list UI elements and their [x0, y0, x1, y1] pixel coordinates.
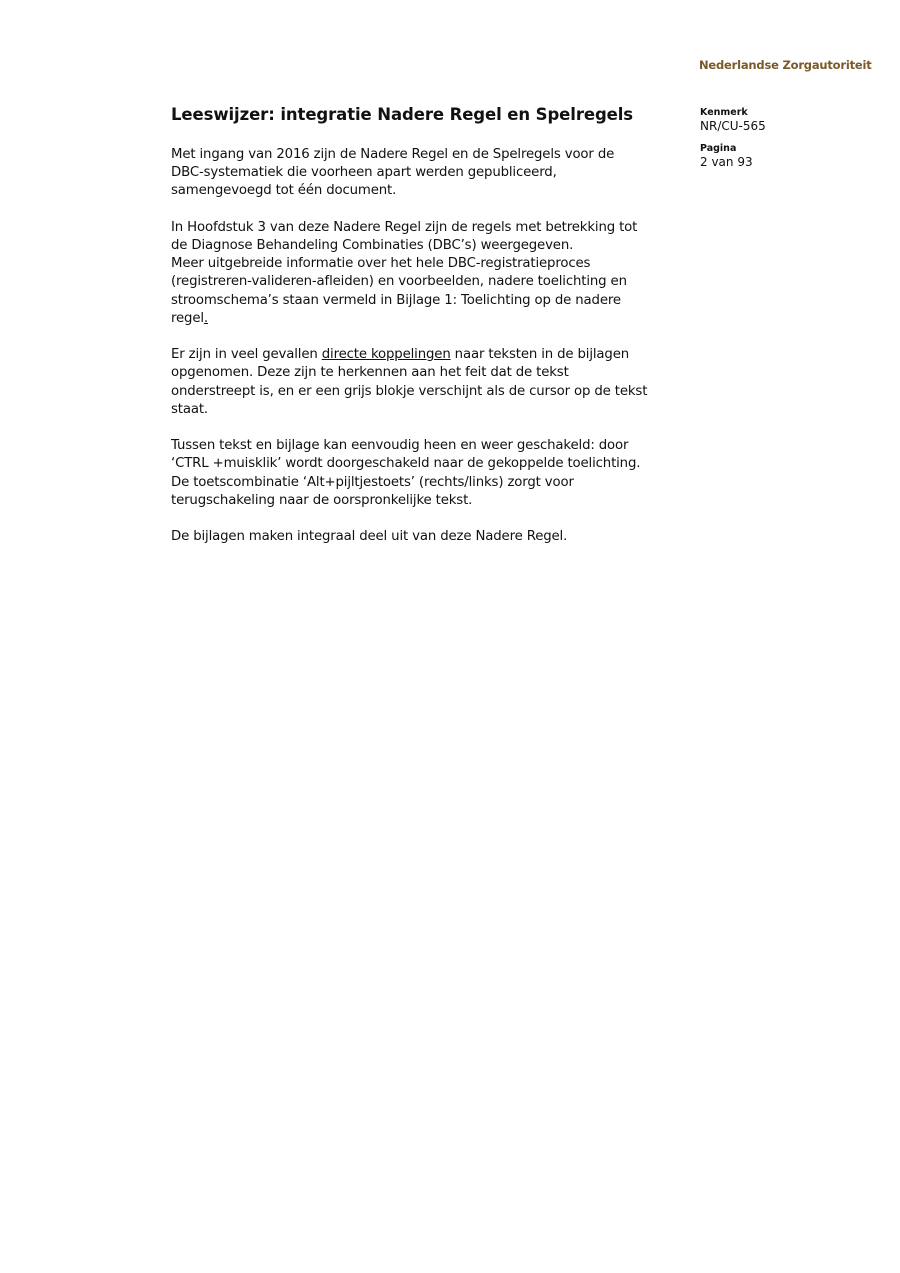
text-line: De toetscombinatie ‘Alt+pijltjestoets’ (rechts/links) zorgt voor — [171, 474, 574, 490]
pagina-label: Pagina — [700, 143, 737, 154]
paragraph-hoofdstuk — [171, 219, 691, 328]
organization-name: Nederlandse Zorgautoriteit — [699, 58, 872, 72]
text-line: Met ingang van 2016 zijn de Nadere Regel en de Spelregels voor de — [171, 147, 615, 162]
text-line: stroomschema’s staan vermeld in Bijlage 1: Toelichting op de nadere — [171, 292, 621, 308]
text-line: opgenomen. Deze zijn te herkennen aan het feit dat de tekst — [171, 365, 569, 381]
pagina-block — [700, 143, 753, 170]
kenmerk-block — [700, 107, 766, 134]
kenmerk-label: Kenmerk — [700, 107, 748, 118]
paragraph-koppelingen — [171, 346, 691, 419]
paragraph-bijlagen — [171, 528, 691, 546]
text-line: (registreren-valideren-afleiden) en voorbeelden, nadere toelichting en — [171, 274, 627, 290]
text-fragment: Er zijn in veel gevallen — [171, 347, 322, 363]
text-line: de Diagnose Behandeling Combinaties (DBC’s) weergegeven. — [171, 238, 574, 253]
bijlage-link[interactable]: . — [203, 310, 208, 326]
text-line: De bijlagen maken integraal deel uit van deze Nadere Regel. — [171, 529, 568, 545]
text-line: In Hoofdstuk 3 van deze Nadere Regel zijn de regels met betrekking tot — [171, 219, 638, 235]
text-fragment: regel — [171, 310, 204, 326]
paragraph-schakelen — [171, 437, 691, 510]
page-title: Leeswijzer: integratie Nadere Regel en Spelregels — [171, 105, 634, 124]
text-line: Tussen tekst en bijlage kan eenvoudig heen en weer geschakeld: door — [171, 438, 629, 454]
text-line: Meer uitgebreide informatie over het hele DBC-registratieproces — [171, 256, 591, 272]
text-line — [171, 310, 691, 328]
text-line: terugschakeling naar de oorspronkelijke tekst. — [171, 492, 473, 508]
text-line: ‘CTRL +muisklik’ wordt doorgeschakeld naar de gekoppelde toelichting. — [171, 456, 641, 472]
pagina-value: 2 van 93 — [700, 155, 753, 169]
text-line: onderstreept is, en er een grijs blokje verschijnt als de cursor op de tekst — [171, 383, 648, 399]
text-line: staat. — [171, 401, 208, 417]
text-line: DBC-systematiek die voorheen apart werden gepubliceerd, — [171, 165, 557, 181]
kenmerk-value: NR/CU-565 — [700, 119, 766, 133]
text-line — [171, 346, 691, 364]
text-fragment: naar teksten in de bijlagen — [450, 347, 630, 363]
paragraph-intro — [171, 146, 691, 201]
document-body — [171, 146, 691, 565]
text-line: samengevoegd tot één document. — [171, 183, 397, 199]
directe-koppelingen-link[interactable]: directe koppelingen — [321, 347, 451, 363]
